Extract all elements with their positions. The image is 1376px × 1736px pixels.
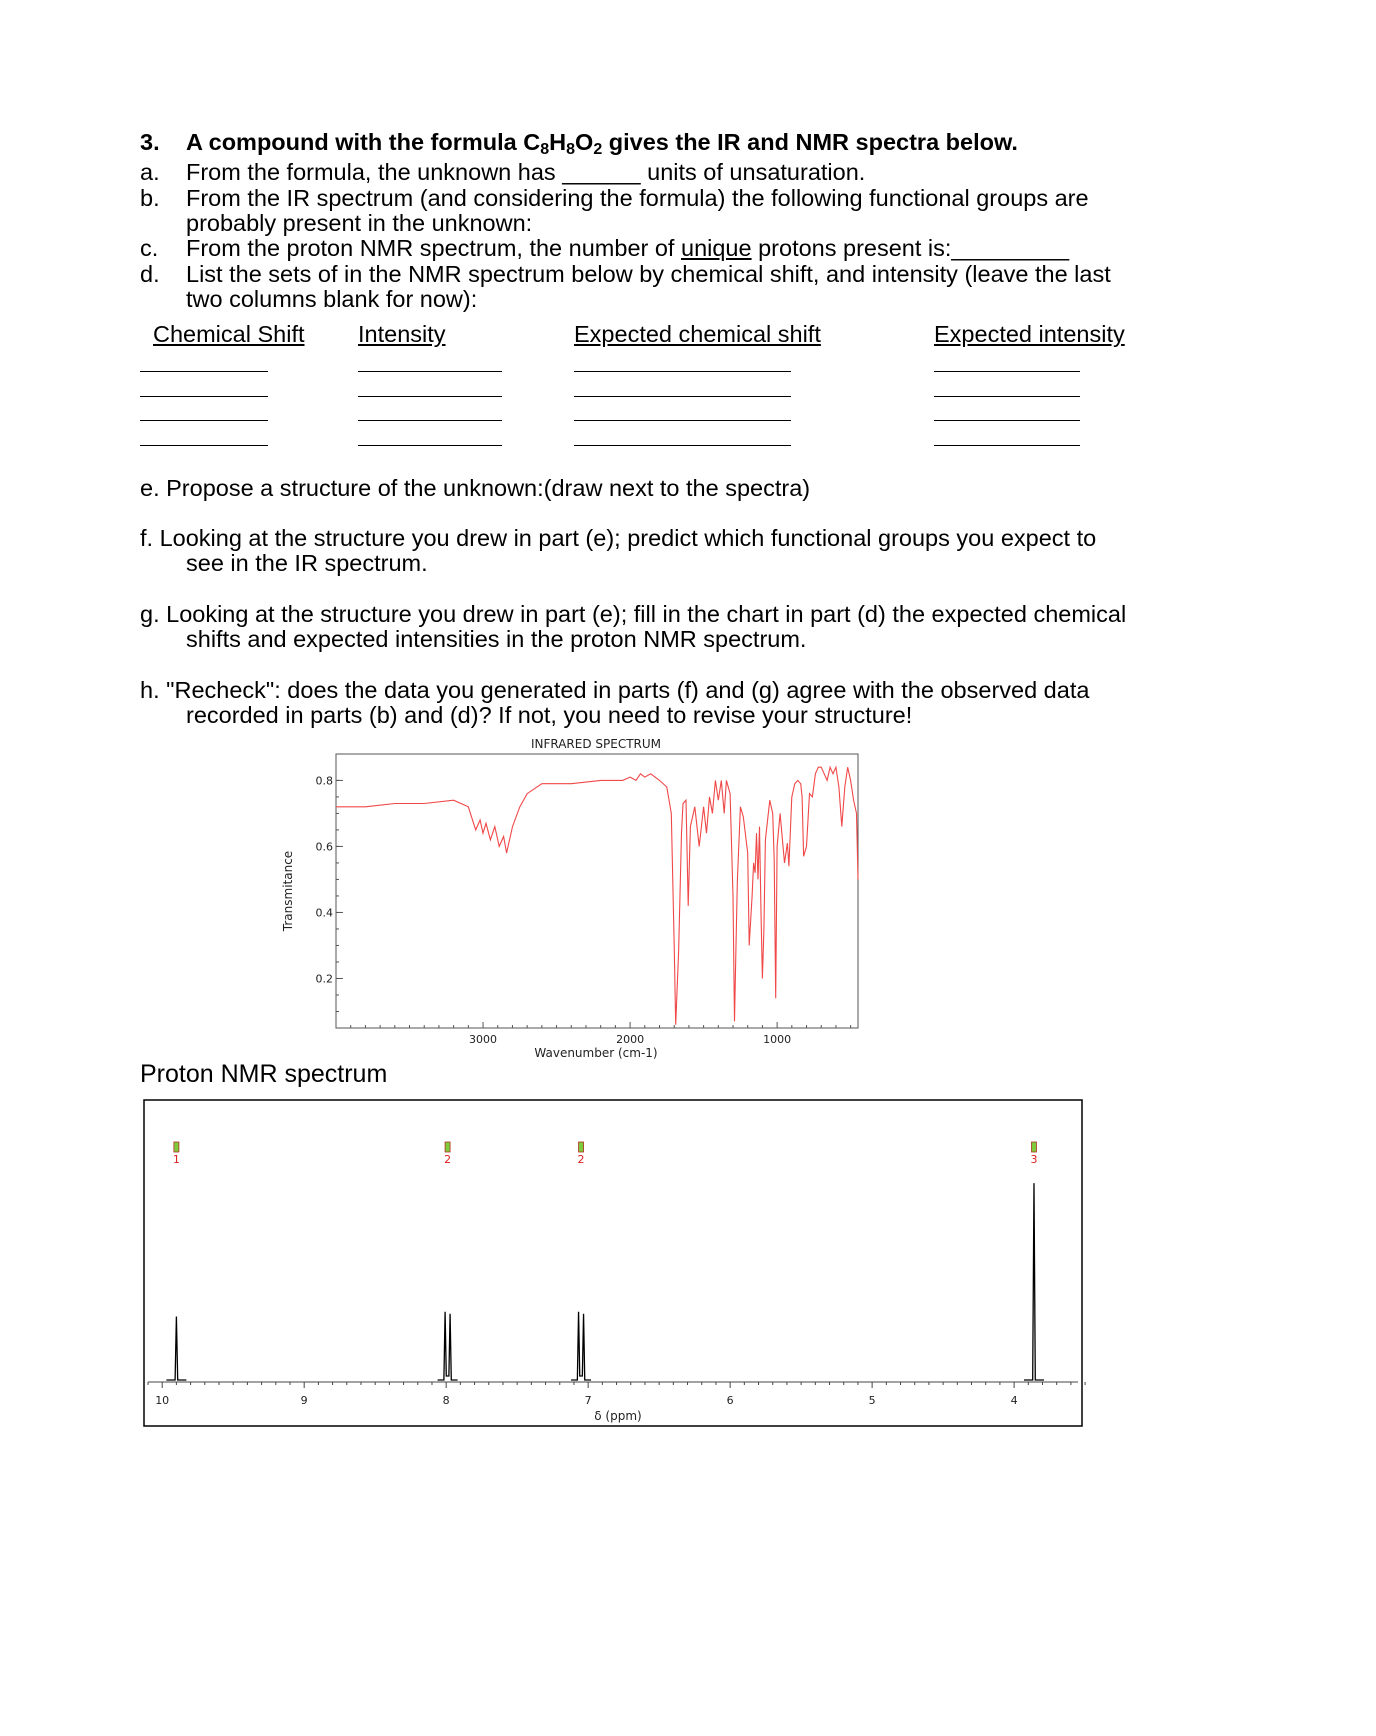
ir-x-tick-label: 1000: [763, 1033, 792, 1046]
blank-expected-intensity-3[interactable]: [934, 420, 1080, 421]
nmr-spectrum-chart: [140, 1096, 1086, 1430]
part-a-text2: units of unsaturation.: [647, 159, 866, 185]
nmr-heading: Proton NMR spectrum: [140, 1060, 388, 1088]
nmr-integral-marker: [174, 1142, 179, 1152]
nmr-integral-marker: [1031, 1142, 1036, 1152]
part-h-line2: recorded in parts (b) and (d)? If not, you need to revise your structure!: [186, 702, 913, 728]
part-c-pre: From the proton NMR spectrum, the number of: [186, 235, 681, 261]
part-d-line1: List the sets of in the NMR spectrum below by chemical shift, and intensity (leave the last: [186, 261, 1111, 287]
ir-y-tick-label: 0.6: [315, 840, 333, 854]
nmr-integral-label: 1: [172, 1153, 180, 1166]
question-number: 3.: [140, 129, 160, 155]
part-c-text: [186, 234, 1069, 262]
formula-sub-c: 8: [540, 141, 550, 158]
nmr-xlabel: δ (ppm): [594, 1409, 642, 1423]
nmr-x-tick-label: 7: [584, 1394, 592, 1407]
nmr-x-tick-label: 4: [1010, 1394, 1018, 1407]
ir-ylabel: Transmitance: [281, 850, 295, 932]
blank-intensity-3[interactable]: [358, 420, 502, 421]
part-a-text1: From the formula, the unknown has: [186, 159, 556, 185]
part-h-line1: h. "Recheck": does the data you generated in parts (f) and (g) agree with the observed data: [140, 677, 1090, 703]
formula-sub-h: 8: [566, 141, 576, 158]
part-c-unique: unique: [681, 235, 752, 261]
blank-intensity-2[interactable]: [358, 396, 502, 397]
part-c-label: c.: [140, 235, 159, 261]
blank-shift-4[interactable]: [140, 445, 268, 446]
part-a-blank[interactable]: ______: [562, 159, 641, 185]
nmr-x-tick-label: 8: [442, 1394, 450, 1407]
ir-x-tick-label: 3000: [469, 1033, 498, 1046]
blank-intensity-4[interactable]: [358, 445, 502, 446]
ir-x-tick-label: 2000: [616, 1033, 645, 1046]
part-f-line1: f. Looking at the structure you drew in part (e); predict which functional groups you expect to: [140, 525, 1097, 551]
ir-spectrum-chart: [270, 734, 870, 1064]
ir-y-tick-label: 0.4: [315, 906, 333, 920]
ir-y-tick-label: 0.8: [315, 774, 333, 788]
formula-o: O: [575, 129, 594, 155]
blank-expected-shift-4[interactable]: [574, 445, 791, 446]
part-a-label: a.: [140, 159, 160, 185]
ir-y-tick-label: 0.2: [315, 972, 333, 986]
ir-series-line: [336, 767, 858, 1024]
nmr-integral-label: 2: [577, 1153, 585, 1166]
col-header-expected-intensity: Expected intensity: [934, 321, 1125, 347]
part-b-label: b.: [140, 185, 160, 211]
blank-shift-3[interactable]: [140, 420, 268, 421]
part-c-post: protons present is:_________: [751, 235, 1070, 261]
blank-expected-intensity-2[interactable]: [934, 396, 1080, 397]
title-pre: A compound with the formula C: [186, 129, 541, 155]
blank-expected-shift-3[interactable]: [574, 420, 791, 421]
part-f-line2: see in the IR spectrum.: [186, 550, 428, 576]
ir-xlabel: Wavenumber (cm-1): [534, 1046, 658, 1060]
nmr-integral-marker: [579, 1142, 584, 1152]
blank-intensity-1[interactable]: [358, 371, 502, 372]
col-header-intensity: Intensity: [358, 321, 446, 347]
part-g-line2: shifts and expected intensities in the proton NMR spectrum.: [186, 626, 807, 652]
blank-expected-intensity-4[interactable]: [934, 445, 1080, 446]
part-d-line2: two columns blank for now):: [186, 286, 478, 312]
formula-sub-o: 2: [593, 141, 603, 158]
blank-expected-shift-2[interactable]: [574, 396, 791, 397]
col-header-chemical-shift: Chemical Shift: [153, 321, 305, 347]
nmr-integral-label: 3: [1030, 1153, 1038, 1166]
nmr-integral-label: 2: [444, 1153, 452, 1166]
nmr-integral-marker: [445, 1142, 450, 1152]
nmr-x-tick-label: 6: [726, 1394, 734, 1407]
ir-title: INFRARED SPECTRUM: [530, 737, 662, 751]
blank-expected-intensity-1[interactable]: [934, 371, 1080, 372]
nmr-x-tick-label: 5: [868, 1394, 876, 1407]
part-e: e. Propose a structure of the unknown:(draw next to the spectra): [140, 475, 811, 501]
blank-shift-2[interactable]: [140, 396, 268, 397]
nmr-frame: [144, 1100, 1082, 1426]
nmr-x-tick-label: 10: [155, 1394, 170, 1407]
blank-expected-shift-1[interactable]: [574, 371, 791, 372]
ir-plot-frame: [336, 754, 858, 1028]
col-header-expected-shift: Expected chemical shift: [574, 321, 821, 347]
part-b-line1: From the IR spectrum (and considering the formula) the following functional groups are: [186, 185, 1089, 211]
part-a-text: [186, 158, 865, 186]
part-g-line1: g. Looking at the structure you drew in part (e); fill in the chart in part (d) the expected chemical: [140, 601, 1127, 627]
blank-shift-1[interactable]: [140, 371, 268, 372]
part-b-line2: probably present in the unknown:: [186, 210, 533, 236]
nmr-x-tick-label: 9: [300, 1394, 308, 1407]
part-d-label: d.: [140, 261, 160, 287]
title-post: gives the IR and NMR spectra below.: [602, 129, 1018, 155]
formula-h: H: [549, 129, 567, 155]
